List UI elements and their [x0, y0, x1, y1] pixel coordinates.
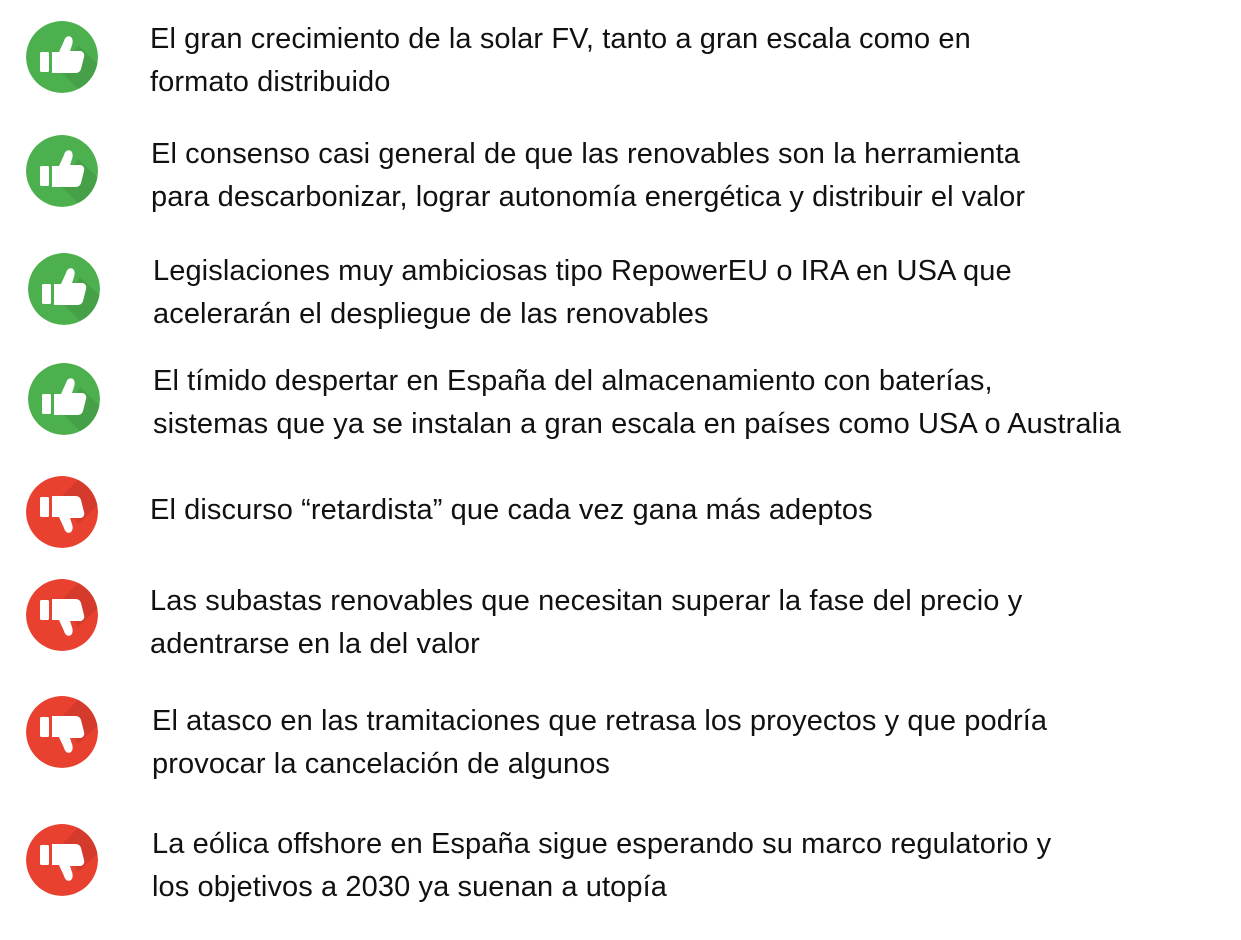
item-text-line: para descarbonizar, lograr autonomía energética y distribuir el valor	[151, 181, 1026, 213]
item-text-line: Las subastas renovables que necesitan superar la fase del precio y	[150, 585, 1023, 617]
item-text-line: formato distribuido	[150, 66, 391, 98]
thumbs-up-icon	[26, 21, 98, 93]
item-text-line: los objetivos a 2030 ya suenan a utopía	[152, 871, 667, 903]
item-text-line: El consenso casi general de que las renovables son la herramienta	[151, 138, 1020, 170]
item-text-line: El discurso “retardista” que cada vez gana más adeptos	[150, 494, 873, 526]
item-text	[150, 18, 971, 104]
thumbs-up-icon	[28, 363, 100, 435]
thumbs-down-icon	[26, 579, 98, 651]
item-text-line: adentrarse en la del valor	[150, 628, 480, 660]
thumbs-down-icon	[26, 696, 98, 768]
item-text	[150, 580, 1022, 666]
item-text-line: El gran crecimiento de la solar FV, tanto a gran escala como en	[150, 23, 971, 55]
item-text	[153, 360, 1121, 446]
item-text-line: El tímido despertar en España del almacenamiento con baterías,	[153, 365, 993, 397]
item-text	[150, 489, 873, 532]
item-text-line: El atasco en las tramitaciones que retrasa los proyectos y que podría	[152, 705, 1048, 737]
item-text-line: provocar la cancelación de algunos	[152, 748, 611, 780]
item-text	[152, 700, 1047, 786]
thumbs-down-icon	[26, 824, 98, 896]
item-text-line: acelerarán el despliegue de las renovables	[153, 298, 709, 330]
item-text	[151, 133, 1025, 219]
thumbs-down-icon	[26, 476, 98, 548]
item-text	[153, 250, 1012, 336]
item-text-line: sistemas que ya se instalan a gran escala en países como USA o Australia	[153, 408, 1121, 440]
item-text-line: La eólica offshore en España sigue esperando su marco regulatorio y	[152, 828, 1052, 860]
thumbs-up-icon	[28, 253, 100, 325]
item-text	[152, 823, 1051, 909]
thumbs-up-icon	[26, 135, 98, 207]
item-text-line: Legislaciones muy ambiciosas tipo RepowerEU o IRA en USA que	[153, 255, 1012, 287]
